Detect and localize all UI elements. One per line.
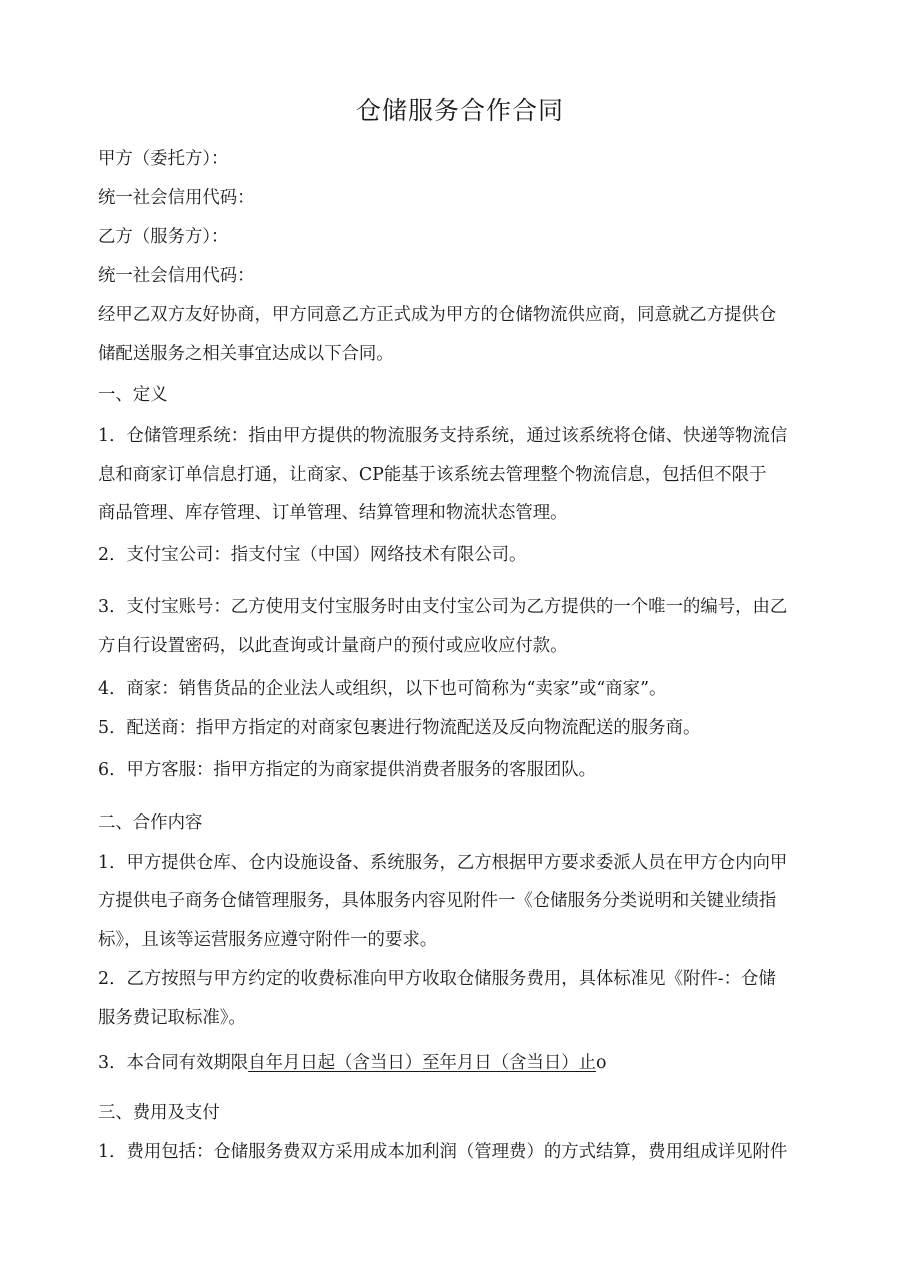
- definition-3-line-2: 方自行设置密码，以此查询或计量商户的预付或应收应付款。: [98, 636, 568, 656]
- preamble-line-1: 经甲乙双方友好协商，甲方同意乙方正式成为甲方的仓储物流供应商，同意就乙方提供仓: [98, 305, 777, 325]
- cooperation-2-line-1: 2．乙方按照与甲方约定的收费标准向甲方收取仓储服务费用，具体标准见《附件-：仓储: [98, 969, 776, 989]
- term-period-underlined: 自年月日起（含当日）至年月日（含当日）止: [248, 1053, 597, 1073]
- definition-4: 4．商家：销售货品的企业法人或组织，以下也可简称为“卖家”或“商家”。: [98, 679, 667, 699]
- term-prefix: 3．本合同有效期限: [98, 1053, 249, 1073]
- party-b-credit-code-label: 统一社会信用代码：: [98, 266, 255, 286]
- definition-5: 5．配送商：指甲方指定的对商家包裹进行物流配送及反向物流配送的服务商。: [98, 718, 701, 738]
- fees-1-line-1: 1．费用包括：仓储服务费双方采用成本加利润（管理费）的方式结算，费用组成详见附件: [98, 1142, 788, 1162]
- cooperation-2-line-2: 服务费记取标准》。: [98, 1008, 246, 1028]
- definition-3-line-1: 3．支付宝账号：乙方使用支付宝服务时由支付宝公司为乙方提供的一个唯一的编号，由乙: [98, 597, 788, 617]
- section-3-heading: 三、费用及支付: [98, 1103, 220, 1123]
- definition-1-line-3: 商品管理、库存管理、订单管理、结算管理和物流状态管理。: [98, 503, 568, 523]
- term-suffix: o: [596, 1053, 607, 1073]
- preamble-line-2: 储配送服务之相关事宜达成以下合同。: [98, 344, 394, 364]
- cooperation-1-line-2: 方提供电子商务仓储管理服务，具体服务内容见附件一《仓储服务分类说明和关键业绩指: [98, 891, 777, 911]
- document-title: 仓储服务合作合同: [355, 96, 564, 125]
- party-b-label: 乙方（服务方）：: [98, 227, 229, 247]
- party-a-credit-code-label: 统一社会信用代码：: [98, 188, 255, 208]
- section-2-heading: 二、合作内容: [98, 813, 203, 833]
- party-a-label: 甲方（委托方）：: [98, 149, 229, 169]
- section-1-heading: 一、定义: [98, 385, 168, 405]
- definition-1-line-2: 息和商家订单信息打通，让商家、CP能基于该系统去管理整个物流信息，包括但不限于: [98, 465, 767, 485]
- definition-6: 6．甲方客服：指甲方指定的为商家提供消费者服务的客服团队。: [98, 760, 597, 780]
- definition-1-line-1: 1．仓储管理系统：指由甲方提供的物流服务支持系统，通过该系统将仓储、快递等物流信: [98, 426, 788, 446]
- cooperation-1-line-3: 标》，且该等运营服务应遵守附件一的要求。: [98, 930, 438, 950]
- definition-2: 2．支付宝公司：指支付宝（中国）网络技术有限公司。: [98, 545, 527, 565]
- cooperation-1-line-1: 1．甲方提供仓库、仓内设施设备、系统服务，乙方根据甲方要求委派人员在甲方仓内向甲: [98, 853, 788, 873]
- cooperation-3: [98, 1051, 828, 1075]
